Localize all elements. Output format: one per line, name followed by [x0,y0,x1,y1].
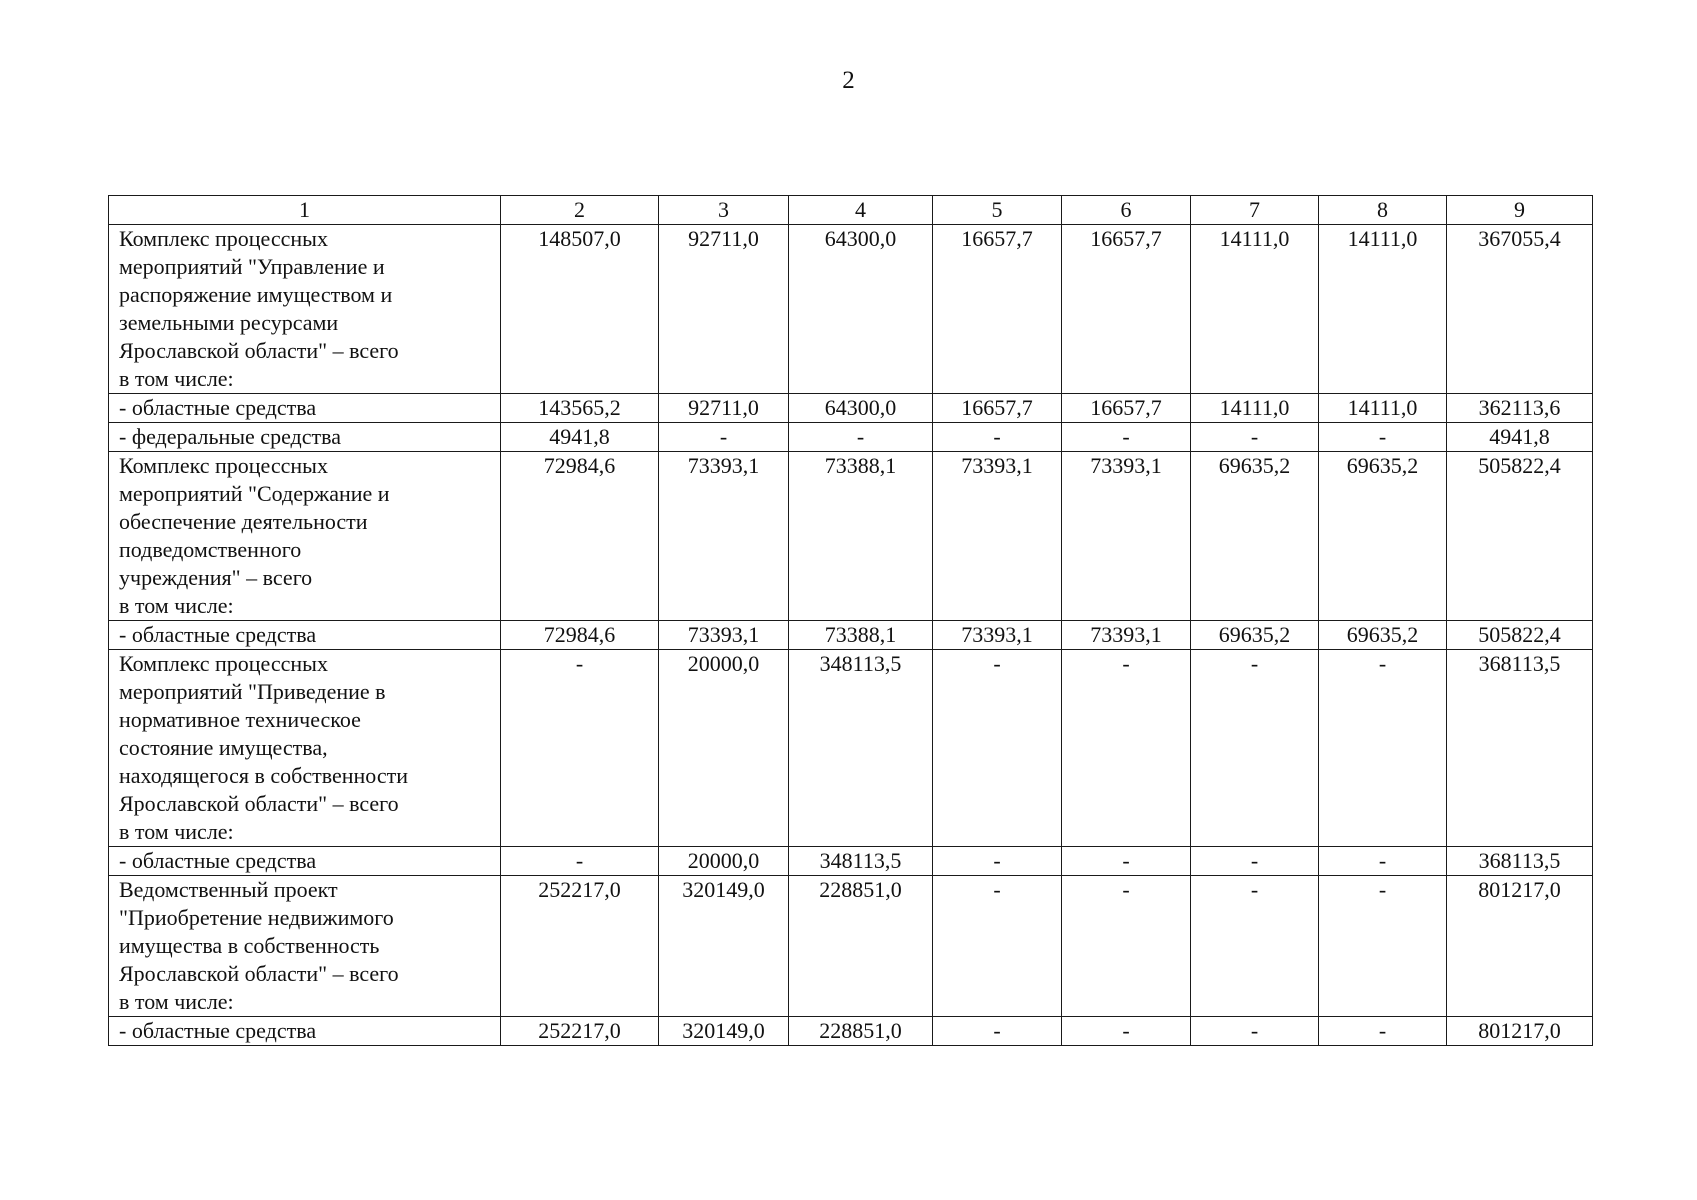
value-cell: 73393,1 [659,452,789,621]
table-row-subitem [109,394,1593,423]
financing-table [108,195,1593,1046]
value-cell: 20000,0 [659,650,789,847]
column-number: 4 [789,196,933,225]
value-cell: 368113,5 [1447,650,1593,847]
value-cell: 14111,0 [1191,394,1319,423]
row-name: - федеральные средства [109,423,501,452]
value-cell: 320149,0 [659,1017,789,1046]
value-cell: 16657,7 [1062,394,1191,423]
value-cell: 228851,0 [789,876,933,1017]
value-cell: 320149,0 [659,876,789,1017]
value-cell: - [659,423,789,452]
row-name: - областные средства [109,847,501,876]
value-cell: - [1319,1017,1447,1046]
value-cell: 73393,1 [1062,621,1191,650]
table-row-subitem [109,621,1593,650]
value-cell: 73393,1 [1062,452,1191,621]
value-cell: 20000,0 [659,847,789,876]
value-cell: 64300,0 [789,225,933,394]
value-cell: 73393,1 [659,621,789,650]
value-cell: 69635,2 [1191,452,1319,621]
value-cell: 362113,6 [1447,394,1593,423]
page-number: 2 [842,67,855,94]
value-cell: 252217,0 [501,876,659,1017]
column-number: 3 [659,196,789,225]
column-number: 1 [109,196,501,225]
value-cell: 252217,0 [501,1017,659,1046]
value-cell: - [1191,650,1319,847]
value-cell: 348113,5 [789,847,933,876]
column-number-row [109,196,1593,225]
value-cell: 73393,1 [933,452,1062,621]
table-row-subitem [109,1017,1593,1046]
row-name: - областные средства [109,621,501,650]
table-body [109,196,1593,1046]
column-number: 9 [1447,196,1593,225]
row-name: Комплекс процессных мероприятий "Содержание и обеспечение деятельности подведомственного учреждения" – всего в том числе: [109,452,501,621]
row-name: Комплекс процессных мероприятий "Приведение в нормативное техническое состояние имущества, находящегося в собственности Ярославской области" – всего в том числе: [109,650,501,847]
value-cell: 73388,1 [789,621,933,650]
value-cell: 16657,7 [933,394,1062,423]
value-cell: 801217,0 [1447,876,1593,1017]
column-number: 6 [1062,196,1191,225]
value-cell: 368113,5 [1447,847,1593,876]
table-row-group [109,876,1593,1017]
column-number: 7 [1191,196,1319,225]
value-cell: - [933,650,1062,847]
row-name: Ведомственный проект "Приобретение недвижимого имущества в собственность Ярославской области" – всего в том числе: [109,876,501,1017]
value-cell: - [1062,423,1191,452]
value-cell: 69635,2 [1319,452,1447,621]
value-cell: - [1191,423,1319,452]
value-cell: 148507,0 [501,225,659,394]
value-cell: - [1062,876,1191,1017]
value-cell: 4941,8 [501,423,659,452]
value-cell: - [1319,847,1447,876]
value-cell: 73393,1 [933,621,1062,650]
value-cell: 64300,0 [789,394,933,423]
value-cell: - [789,423,933,452]
value-cell: 14111,0 [1319,394,1447,423]
value-cell: 14111,0 [1319,225,1447,394]
value-cell: 348113,5 [789,650,933,847]
value-cell: 505822,4 [1447,621,1593,650]
value-cell: 4941,8 [1447,423,1593,452]
value-cell: 69635,2 [1319,621,1447,650]
value-cell: 16657,7 [933,225,1062,394]
value-cell: 505822,4 [1447,452,1593,621]
column-number: 8 [1319,196,1447,225]
row-name: Комплекс процессных мероприятий "Управление и распоряжение имуществом и земельными ресурсами Ярославской области" – всего в том числе: [109,225,501,394]
value-cell: - [501,847,659,876]
value-cell: - [1319,876,1447,1017]
table-row-group [109,650,1593,847]
value-cell: 69635,2 [1191,621,1319,650]
value-cell: - [933,1017,1062,1046]
value-cell: 72984,6 [501,621,659,650]
value-cell: - [1062,1017,1191,1046]
value-cell: - [933,876,1062,1017]
row-name: - областные средства [109,394,501,423]
column-number: 2 [501,196,659,225]
value-cell: 73388,1 [789,452,933,621]
value-cell: 72984,6 [501,452,659,621]
value-cell: - [1191,847,1319,876]
value-cell: - [1062,650,1191,847]
value-cell: 367055,4 [1447,225,1593,394]
value-cell: - [933,847,1062,876]
value-cell: - [1319,650,1447,847]
value-cell: 143565,2 [501,394,659,423]
table-row-subitem [109,423,1593,452]
value-cell: - [501,650,659,847]
value-cell: 14111,0 [1191,225,1319,394]
value-cell: - [933,423,1062,452]
value-cell: 228851,0 [789,1017,933,1046]
value-cell: 92711,0 [659,225,789,394]
table-row-group [109,225,1593,394]
value-cell: - [1062,847,1191,876]
value-cell: - [1191,876,1319,1017]
column-number: 5 [933,196,1062,225]
value-cell: - [1319,423,1447,452]
row-name: - областные средства [109,1017,501,1046]
value-cell: 801217,0 [1447,1017,1593,1046]
table-row-subitem [109,847,1593,876]
table-row-group [109,452,1593,621]
value-cell: - [1191,1017,1319,1046]
value-cell: 92711,0 [659,394,789,423]
value-cell: 16657,7 [1062,225,1191,394]
